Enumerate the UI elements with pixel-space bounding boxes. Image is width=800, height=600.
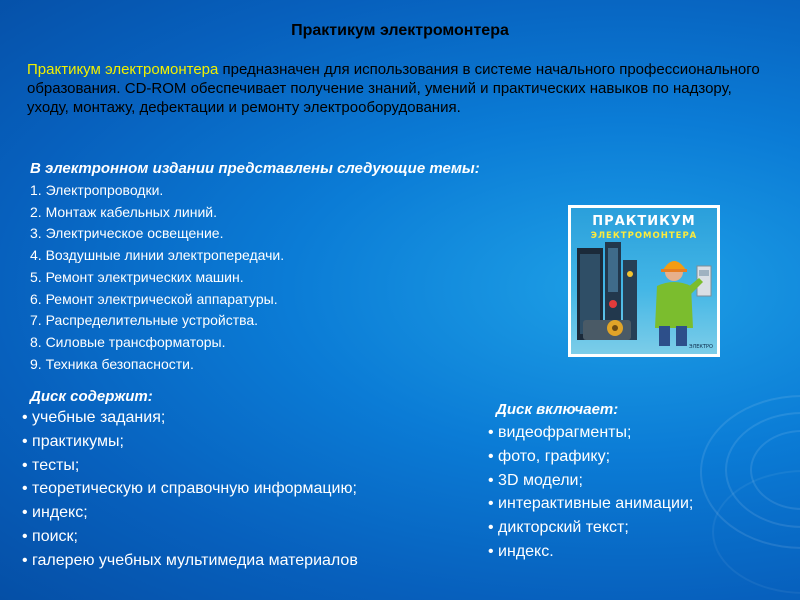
cd-cover-image: [568, 205, 720, 357]
disk-includes-item: • дикторский текст;: [488, 519, 629, 537]
topic-item: 3. Электрическое освещение.: [30, 225, 224, 242]
electrician-illustration: [571, 208, 717, 354]
disk-contains-item: • тесты;: [22, 456, 80, 474]
disk-contains-list: [22, 406, 358, 573]
disk-contains-item: • учебные задания;: [22, 409, 166, 426]
topic-item: 9. Техника безопасности.: [30, 355, 194, 372]
slide-title: Практикум электромонтера: [291, 22, 509, 39]
disk-contains-heading: Диск содержит:: [30, 388, 153, 405]
disk-includes-item: • 3D модели;: [488, 471, 583, 489]
disk-includes-list: [488, 421, 693, 564]
disk-includes-item: • индекс.: [488, 542, 554, 560]
cover-title: ПРАКТИКУМ: [592, 214, 696, 229]
topic-item: 8. Силовые трансформаторы.: [30, 333, 226, 350]
disk-contains-item: • практикумы;: [22, 432, 124, 450]
topic-item: 1. Электропроводки.: [30, 182, 164, 198]
cover-subtitle: ЭЛЕКТРОМОНТЕРА: [590, 231, 698, 241]
topics-list: [30, 180, 284, 375]
disk-includes-item: • интерактивные анимации;: [488, 495, 694, 513]
disk-contains-item: • поиск;: [22, 527, 78, 545]
topic-item: 5. Ремонт электрических машин.: [30, 268, 244, 285]
disk-contains-item: • теоретическую и справочную информацию;: [22, 480, 357, 498]
topic-item: 2. Монтаж кабельных линий.: [30, 203, 217, 220]
intro-paragraph: [27, 60, 767, 117]
disk-contains-item: • галерею учебных мультимедиа материалов: [22, 551, 358, 569]
topic-item: 6. Ремонт электрической аппаратуры.: [30, 290, 278, 307]
topics-heading: В электронном издании представлены следующие темы:: [30, 160, 480, 177]
topic-item: 7. Распределительные устройства.: [30, 312, 259, 329]
topic-item: 4. Воздушные линии электропередачи.: [30, 247, 285, 264]
intro-text: предназначен для использования в системе начального профессионального образования. CD-ROM обеспечивает получение знаний, умений и практических навыков по надзору, уходу, монтажу, дефектации и ремонту электрооборудования.: [27, 61, 760, 116]
disk-includes-item: • фото, графику;: [488, 447, 611, 465]
disk-includes-item: • видеофрагменты;: [488, 424, 632, 441]
disk-includes-heading: Диск включает:: [496, 401, 619, 418]
disk-contains-item: • индекс;: [22, 504, 88, 522]
intro-highlight: Практикум электромонтера: [27, 61, 219, 78]
cd-cover-art: [571, 208, 717, 354]
svg-text:ЭЛЕКТРО: ЭЛЕКТРО: [689, 344, 713, 350]
